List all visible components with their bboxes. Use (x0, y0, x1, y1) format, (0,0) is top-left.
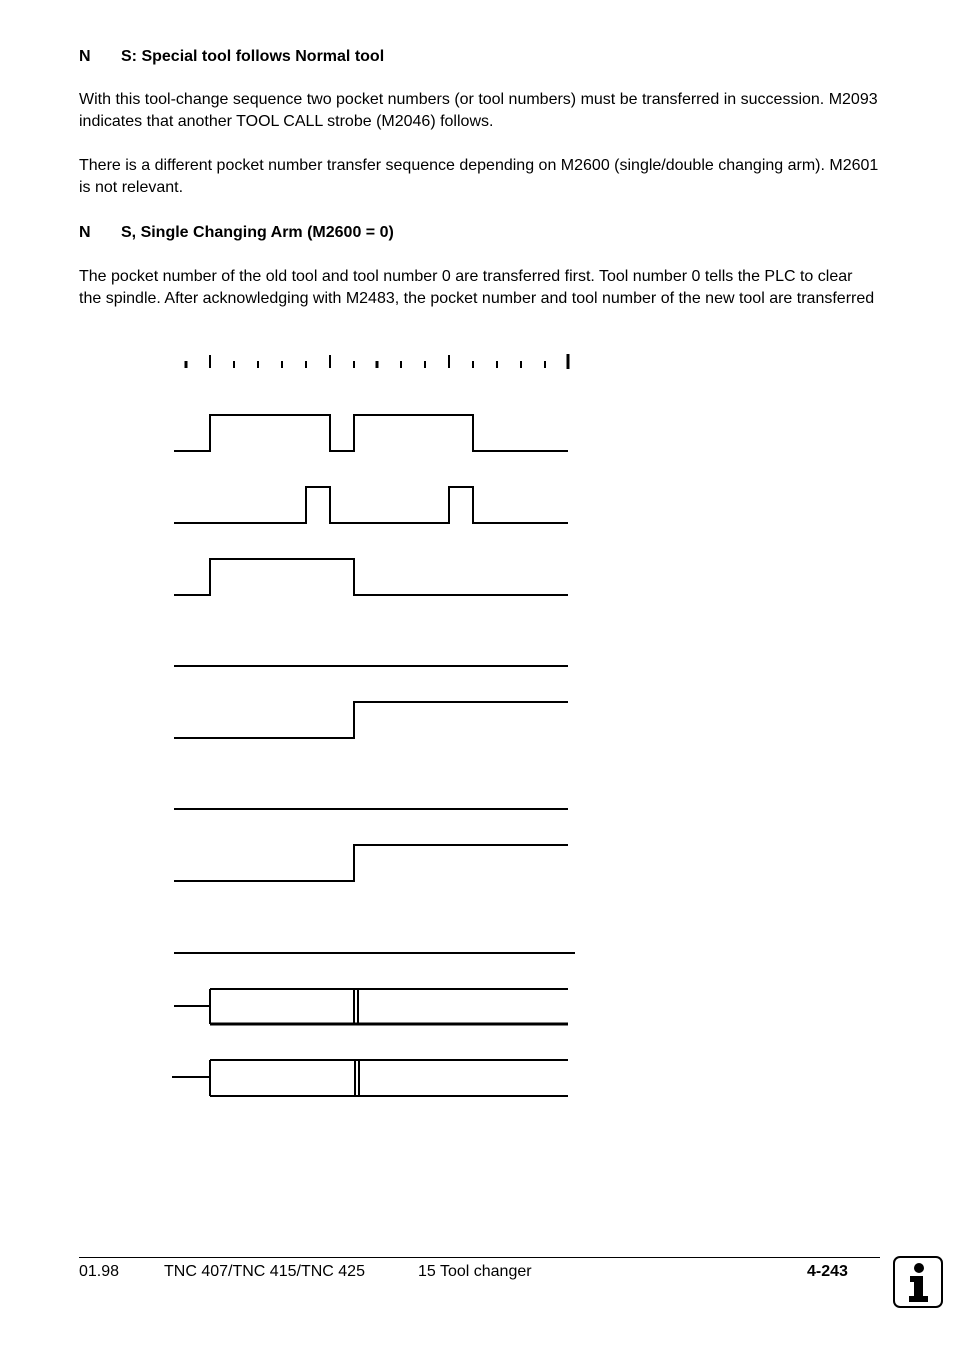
time-scale-ticks (186, 354, 568, 369)
heading-text: S, Single Changing Arm (M2600 = 0) (121, 224, 394, 241)
info-icon (893, 1256, 943, 1308)
paragraph-sequence-intro: With this tool-change sequence two pocket numbers (or tool numbers) must be transferred in succession. M2093 indicates that another TOOL CALL strobe (M2046) follows. (79, 91, 878, 130)
footer-chapter: 15 Tool changer (418, 1263, 532, 1280)
footer-divider (79, 1257, 880, 1258)
paragraph-single-arm-description: The pocket number of the old tool and tool number 0 are transferred first. Tool number 0 tells the PLC to clear the spindle. After acknowledging with M2483, the pocket number and tool number of the new tool are transferred (79, 268, 875, 307)
signal-trace-5 (174, 702, 568, 738)
footer-date: 01.98 (79, 1263, 120, 1280)
signal-trace-1 (174, 415, 568, 451)
footer-page-number: 4-243 (807, 1263, 848, 1280)
heading-text: S: Special tool follows Normal tool (121, 48, 385, 65)
heading-marker: N (79, 48, 91, 65)
heading-marker: N (79, 224, 91, 241)
signal-trace-3 (174, 559, 568, 595)
info-glyph (901, 1261, 935, 1303)
data-bus-pocket-number (174, 989, 568, 1024)
footer-models: TNC 407/TNC 415/TNC 425 (164, 1263, 365, 1280)
signal-trace-2 (174, 487, 568, 523)
data-bus-tool-number (172, 1060, 568, 1096)
paragraph-m2600-note: There is a different pocket number transfer sequence depending on M2600 (single/double changing arm). M2601 is not relevant. (79, 157, 879, 196)
signal-trace-7 (174, 845, 568, 881)
